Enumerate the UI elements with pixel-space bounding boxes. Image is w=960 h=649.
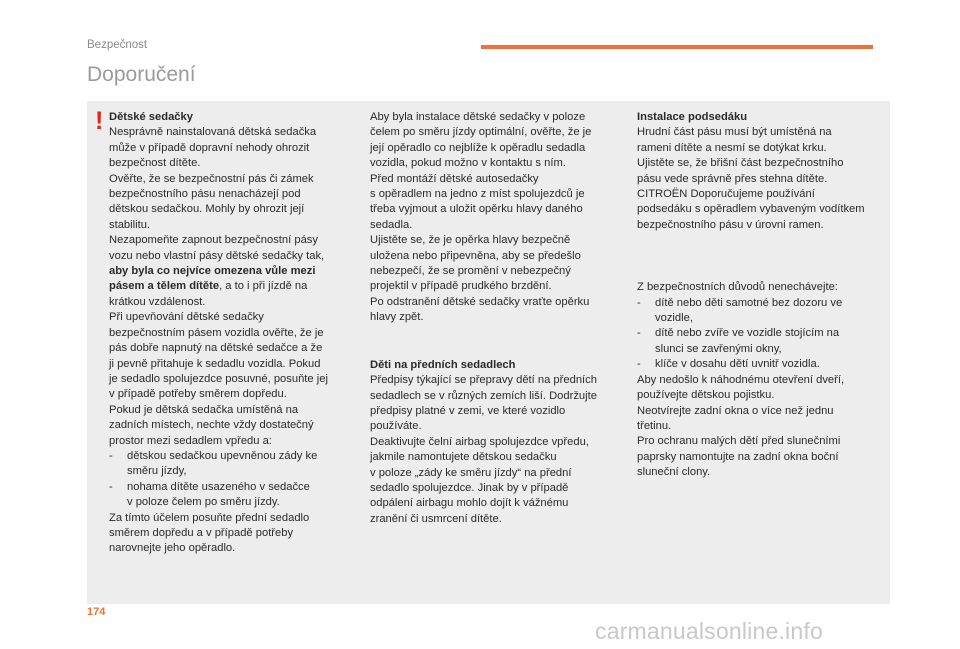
text-line: Pokud je dětská sedačka umístěná na (109, 403, 299, 416)
list-item (637, 326, 887, 357)
column-front-seats (370, 110, 618, 527)
text-line: Z bezpečnostních důvodů nenechávejte: (637, 281, 838, 294)
text-fragment: , a to i při jízdě na (219, 280, 308, 293)
list-item (637, 357, 887, 372)
text-line: hlavy zpět. (370, 311, 424, 324)
list-item (109, 449, 349, 480)
text-line: třeba vyjmout a uložit opěrku hlavy daného (370, 203, 583, 216)
text-line: může v případě dopravní nehody ohrozit (109, 141, 310, 154)
text-line-mixed (109, 279, 349, 294)
text-line: sedadlech se v různých zemích liší. Dodržujte (370, 389, 597, 402)
text-line: Po odstranění dětské sedačky vraťte opěrku (370, 295, 590, 308)
bold-fragment: pásem a tělem dítěte (109, 280, 220, 293)
text-line: používejte dětskou pojistku. (637, 389, 775, 402)
text-line: narovnejte jeho opěradlo. (109, 542, 236, 555)
text-line: dětskou sedačkou. Mohly by ohrozit její (109, 203, 305, 216)
warning-icon: ! (95, 107, 104, 135)
text-line: prostor mezi sedadlem vpředu a: (109, 434, 272, 447)
text-line: Ujistěte se, že břišní část bezpečnostního (637, 157, 844, 170)
heading-child-seats: Dětské sedačky (109, 111, 193, 123)
text-line: CITROËN Doporučujeme používání (637, 188, 815, 201)
text-line: pás dobře napnutý na dětské sedačce a že (109, 342, 323, 355)
text-line: Nesprávně nainstalovaná dětská sedačka (109, 126, 317, 139)
text-line-bold: aby byla co nejvíce omezena vůle mezi (109, 265, 316, 278)
text-line: v případě potřeby směrem dopředu. (109, 388, 287, 401)
text-line: v poloze „zády ke směru jízdy“ na přední (370, 466, 572, 479)
text-line: sluneční clony. (637, 466, 711, 479)
text-line: bezpečnostního pásu v úrovni ramen. (637, 218, 824, 231)
text-line: bezpečnostního pásu nenacházejí pod (109, 188, 301, 201)
text-line: používáte. (370, 420, 422, 433)
section-label: Bezpečnost (87, 39, 148, 51)
text-line: sedadla. (370, 218, 413, 231)
text-line: vozidla, pokud možno v kontaktu s ním. (370, 157, 566, 170)
text-line: Neotvírejte zadní okna o více než jednu (637, 404, 834, 417)
text-line: Ověřte, že se bezpečnostní pás či zámek (109, 172, 314, 185)
heading-booster-seat: Instalace podsedáku (637, 111, 748, 123)
heading-front-seats: Děti na předních sedadlech (370, 358, 516, 371)
text-line: rameni dítěte a nesmí se dotýkat krku. (637, 141, 827, 154)
text-line: Před montáží dětské autosedačky (370, 172, 539, 185)
dash-bullet: - (637, 327, 641, 340)
dash-bullet: - (637, 358, 641, 371)
text-line: je sedadlo spolujezdce posuvné, posuňte jej (109, 372, 328, 385)
page-title: Doporučení (87, 63, 196, 86)
text-line: uložena nebo připevněna, aby se předešlo (370, 249, 581, 262)
text-line: bezpečnostním pásem vozidla ověřte, že je (109, 326, 324, 339)
text-line: podsedáku s opěradlem vybaveným vodítkem (637, 203, 865, 216)
list-item-text: dítě nebo zvíře ve vozidle stojícím na slunci se zavřenými okny, (655, 327, 840, 355)
text-line: třetinu. (637, 419, 672, 432)
text-line: Aby nedošlo k náhodnému otevření dveří, (637, 373, 845, 386)
text-line: čelem po směru jízdy optimální, ověřte, že je (370, 126, 592, 139)
text-line: bezpečnost dítěte. (109, 157, 201, 170)
text-line: jakmile namontujete dětskou sedačku (370, 451, 557, 464)
text-line: sedadlo spolujezdce. Jinak by v případě (370, 481, 569, 494)
list-item-text: klíče v dosahu dětí uvnitř vozidla. (655, 358, 820, 371)
text-line: Nezapomeňte zapnout bezpečnostní pásy (109, 234, 318, 247)
text-line: Ujistěte se, že je opěrka hlavy bezpečně (370, 234, 571, 247)
list-item (637, 296, 887, 327)
text-line: Za tímto účelem posuňte přední sedadlo (109, 511, 310, 524)
text-line: stabilitu. (109, 218, 151, 231)
text-line: odpálení airbagu mohlo dojít k vážnému (370, 497, 569, 510)
text-line: vozu nebo vlastní pásy dětské sedačky tak, (109, 249, 325, 262)
text-line: zadních místech, nechte vždy dostatečný (109, 419, 314, 432)
text-line: s opěradlem na jedno z míst spolujezdců je (370, 188, 585, 201)
list-item-text: dětskou sedačkou upevněnou zády ke směru jízdy, (127, 449, 318, 478)
list-item-text: dítě nebo děti samotné bez dozoru ve vozidle, (655, 296, 843, 325)
text-line: Deaktivujte čelní airbag spolujezdce vpředu, (370, 435, 589, 448)
text-line: Aby byla instalace dětské sedačky v poloze (370, 111, 586, 123)
dash-bullet: - (109, 480, 113, 493)
text-line: Hrudní část pásu musí být umístěná na (637, 126, 832, 139)
watermark: carmanualsonline.info (595, 618, 823, 644)
list-item-text: nohama dítěte usazeného v sedačce v poloze čelem po směru jízdy. (127, 480, 310, 509)
dash-bullet: - (109, 449, 113, 462)
text-line: paprsky namontujte na zadní okna boční (637, 450, 839, 463)
text-line: zranění či usmrcení dítěte. (370, 512, 502, 525)
text-line: pásu vede správně přes stehna dítěte. (637, 172, 828, 185)
list-item (109, 480, 349, 511)
text-line: nebezpečí, že se promění v nebezpečný (370, 265, 571, 278)
accent-bar (481, 45, 873, 49)
text-line: ji pevně přitahuje k sedadlu vozidla. Pokud (109, 357, 321, 370)
text-line: předpisy platné v zemi, ve které vozidlo (370, 404, 566, 417)
column-booster-seat (637, 110, 887, 481)
dash-bullet: - (637, 296, 641, 309)
text-line: směrem dopředu a v případě potřeby (109, 526, 294, 539)
column-child-seats (109, 110, 349, 557)
text-line: Pro ochranu malých dětí před slunečními (637, 435, 841, 448)
page-number: 174 (87, 606, 106, 618)
text-line: její opěradlo co nejblíže k opěradlu sedadla (370, 141, 586, 154)
text-line: projektil v případě prudkého brzdění. (370, 280, 552, 293)
text-line: Při upevňování dětské sedačky (109, 311, 264, 324)
text-line: Předpisy týkající se přepravy dětí na předních (370, 374, 597, 387)
text-line: krátkou vzdálenost. (109, 295, 206, 308)
